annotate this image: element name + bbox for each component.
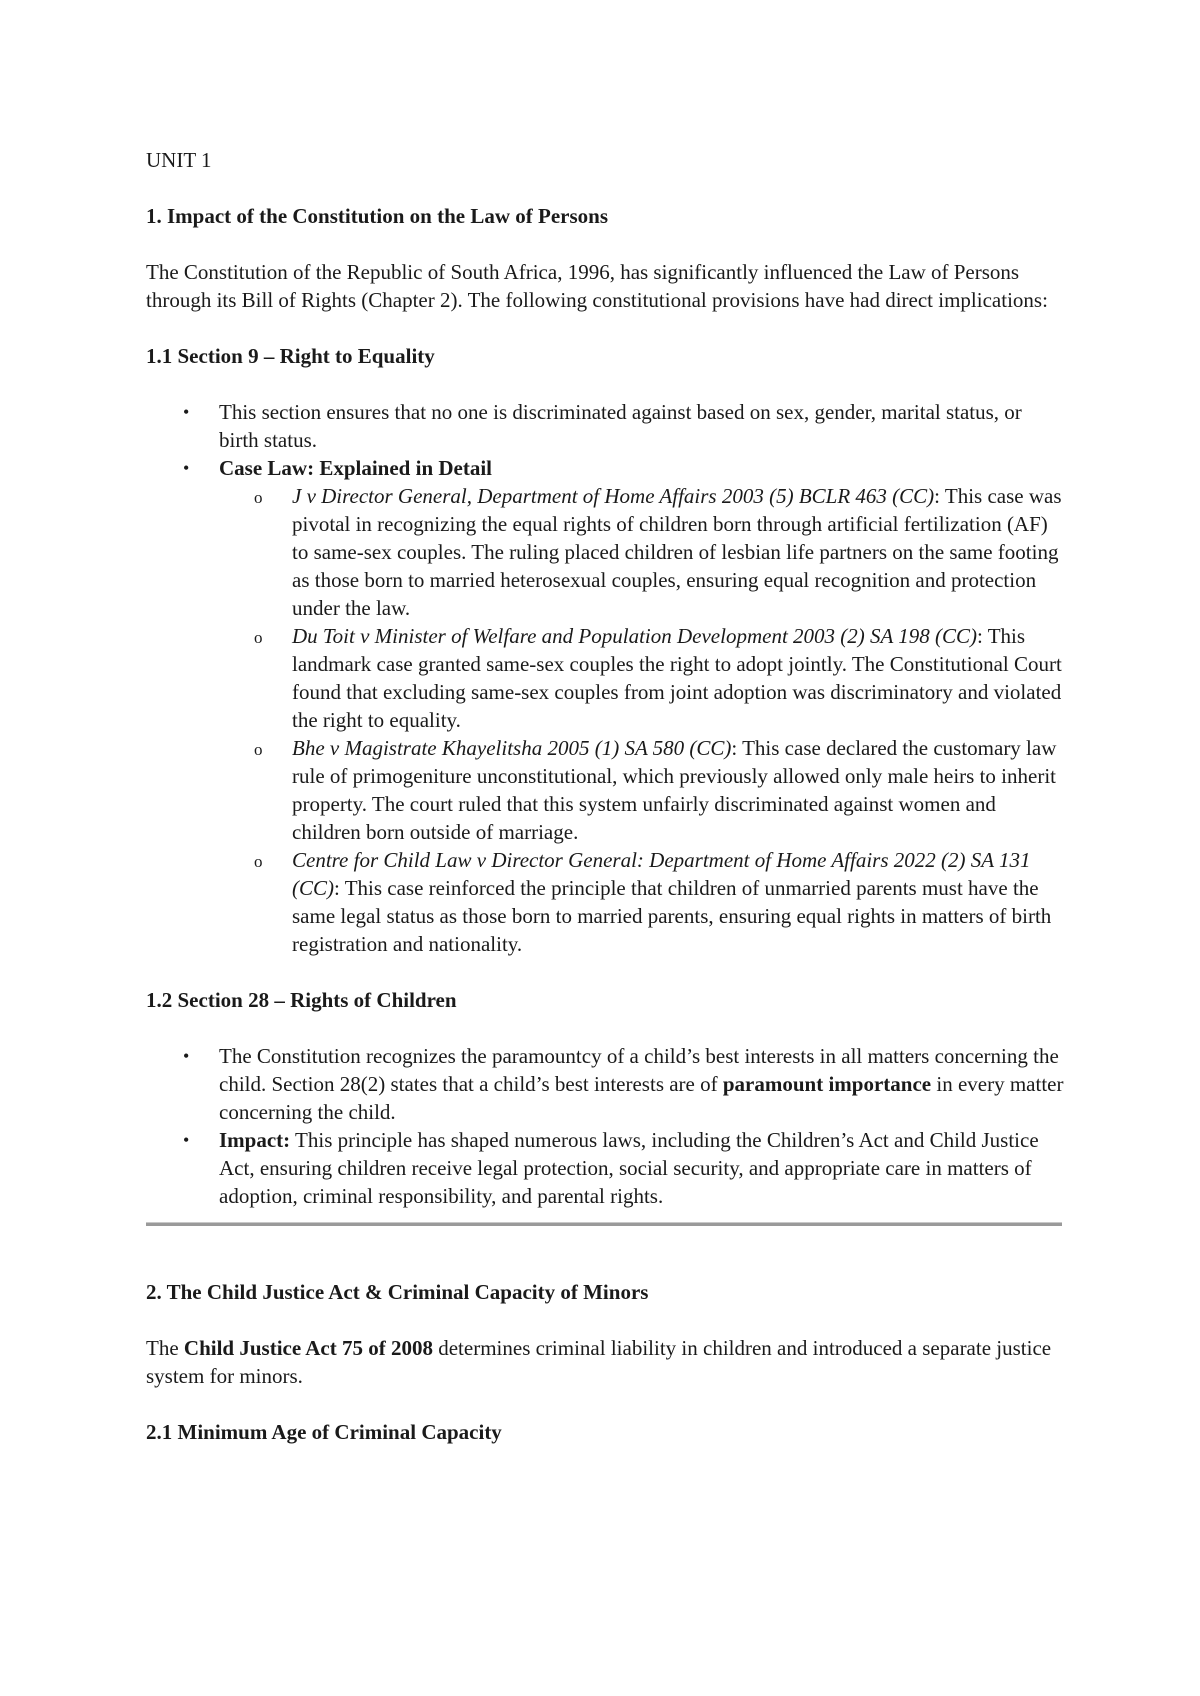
list-item	[146, 1126, 1066, 1210]
intro-text: The	[146, 1336, 184, 1360]
bullet-icon: •	[183, 458, 190, 478]
case-law-list	[219, 482, 1066, 958]
emphasis-text: paramount importance	[722, 1072, 932, 1096]
unit-label: UNIT 1	[146, 148, 212, 172]
section-1-heading: 1. Impact of the Constitution on the Law of Persons	[146, 204, 608, 228]
intro-text: determines criminal liability in children and introduced a separate justice system for minors.	[146, 1336, 1052, 1388]
case-item	[219, 734, 1066, 846]
case-name: J v Director General, Department of Home Affairs 2003 (5) BCLR 463 (CC)	[292, 484, 935, 508]
section-2-1-heading: 2.1 Minimum Age of Criminal Capacity	[146, 1420, 502, 1444]
section-1-2-list	[146, 1042, 1066, 1210]
section-1-intro: The Constitution of the Republic of South Africa, 1996, has significantly influenced the Law of Persons through its Bill of Rights (Chapter 2). The following constitutional provisions have had direct implications:	[146, 260, 1048, 312]
list-item-text: in every matter concerning the child.	[219, 1072, 1064, 1124]
case-description: : This case reinforced the principle that children of unmarried parents must have the same legal status as those born to married parents, ensuring equal rights in matters of birth registration and nationality.	[292, 876, 1052, 956]
list-item	[146, 398, 1066, 454]
section-1-2-heading: 1.2 Section 28 – Rights of Children	[146, 988, 457, 1012]
bullet-icon: •	[183, 1046, 190, 1066]
section-2-heading: 2. The Child Justice Act & Criminal Capacity of Minors	[146, 1280, 649, 1304]
document-page	[146, 146, 1066, 1474]
circle-bullet-icon: o	[254, 740, 263, 759]
list-item-text: This section ensures that no one is discriminated against based on sex, gender, marital status, or birth status.	[219, 400, 1022, 452]
section-2-intro	[146, 1334, 1066, 1390]
circle-bullet-icon: o	[254, 852, 263, 871]
section-1-1-list	[146, 398, 1066, 958]
case-item	[219, 622, 1066, 734]
act-name: Child Justice Act 75 of 2008	[183, 1336, 433, 1360]
case-name: Centre for Child Law v Director General: Department of Home Affairs 2022 (2) SA 131 (CC)	[292, 848, 1031, 900]
list-item-text: This principle has shaped numerous laws, including the Children’s Act and Child Justice Act, ensuring children receive legal protection, social security, and appropriate care in matters of adoption, criminal responsibility, and parental rights.	[219, 1128, 1039, 1208]
horizontal-divider	[146, 1222, 1062, 1226]
circle-bullet-icon: o	[254, 628, 263, 647]
list-item	[146, 454, 1066, 958]
case-description: : This case was pivotal in recognizing the equal rights of children born through artificial fertilization (AF) to same-sex couples. The ruling placed children of lesbian life partners on the same footing as those born to married heterosexual couples, ensuring equal recognition and protection under the law.	[292, 484, 1062, 620]
case-name: Du Toit v Minister of Welfare and Population Development 2003 (2) SA 198 (CC)	[292, 624, 977, 648]
circle-bullet-icon: o	[254, 488, 263, 507]
impact-label: Impact:	[219, 1128, 291, 1152]
case-description: : This landmark case granted same-sex couples the right to adopt jointly. The Constitutional Court found that excluding same-sex couples from joint adoption was discriminatory and violated the right to equality.	[292, 624, 1062, 732]
case-description: : This case declared the customary law rule of primogeniture unconstitutional, which previously allowed only male heirs to inherit property. The court ruled that this system unfairly discriminated against women and children born outside of marriage.	[292, 736, 1057, 844]
case-item	[219, 846, 1066, 958]
section-1-1-heading: 1.1 Section 9 – Right to Equality	[146, 344, 435, 368]
list-item	[146, 1042, 1066, 1126]
list-item-text: The Constitution recognizes the paramountcy of a child’s best interests in all matters concerning the child. Section 28(2) states that a child’s best interests are of	[219, 1044, 1059, 1096]
bullet-icon: •	[183, 402, 190, 422]
case-item	[219, 482, 1066, 622]
case-name: Bhe v Magistrate Khayelitsha 2005 (1) SA 580 (CC)	[292, 736, 732, 760]
case-law-label: Case Law: Explained in Detail	[219, 456, 493, 480]
bullet-icon: •	[183, 1130, 190, 1150]
